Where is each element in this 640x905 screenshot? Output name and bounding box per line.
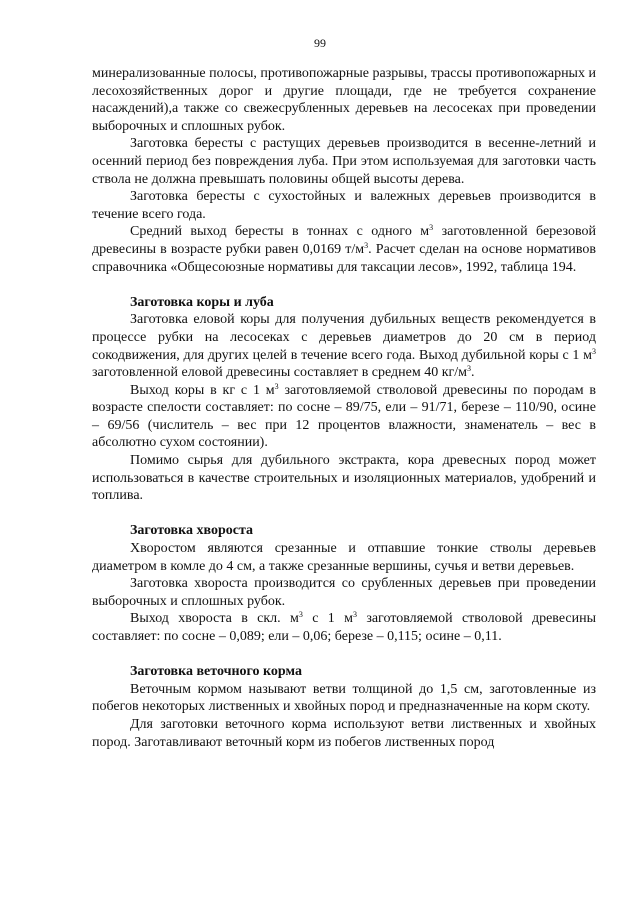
paragraph-text: . Расчет сделан на основе нормативов справочника «Общесоюзные нормативы для таксации лесов», 1992, таблица 194. (92, 241, 597, 275)
paragraph-text: Средний выход бересты в тоннах с одного м (130, 224, 430, 240)
paragraph-text: минерализованные полосы, противопожарные разрывы, трассы противопожарных и лесохозяйственных дорог и другие площади, где не требуется сохранение насаждений),а также со свежесрубленных деревьев на лесосеках при проведении выборочных и сплошных рубок. (92, 66, 596, 134)
paragraph-text: Выход коры в кг с 1 м (130, 382, 275, 398)
section-heading: Заготовка хвороста (130, 523, 253, 539)
paragraph (92, 188, 596, 223)
paragraph (92, 311, 596, 381)
paragraph-text: заготовленной еловой древесины составляет в среднем 40 кг/м (92, 365, 468, 381)
paragraph-text: Хворостом являются срезанные и отпавшие тонкие стволы деревьев диаметром в комле до 4 см, а также срезанные вершины, сучья и ветви деревьев. (92, 541, 596, 574)
paragraph-text: Веточным кормом называют ветви толщиной до 1,5 см, заготовленные из побегов некоторых лиственных и хвойных пород и предназначенные на корм скоту. (92, 681, 596, 715)
superscript: 3 (298, 610, 303, 620)
paragraph (92, 223, 596, 276)
paragraph-text: заготовленной березовой древесины в возрасте рубки равен 0,0169 т/м (92, 224, 597, 257)
paragraph (92, 681, 596, 716)
paragraph (92, 452, 596, 505)
paragraph (92, 135, 596, 188)
paragraph-text: . (471, 365, 475, 381)
page-number: 99 (314, 36, 326, 50)
paragraph (92, 716, 596, 751)
superscript: 3 (429, 223, 434, 233)
section-heading: Заготовка веточного корма (130, 664, 302, 680)
paragraph-text: Выход хвороста в скл. м (130, 611, 299, 627)
paragraph-text: Для заготовки веточного корма используют ветви лиственных и хвойных пород. Заготавливают веточный корм из побегов лиственных пород (92, 716, 596, 750)
superscript: 3 (352, 610, 357, 620)
paragraph-text: с 1 м (302, 611, 353, 627)
paragraph-text: Помимо сырья для дубильного экстракта, кора древесных пород может использоваться в качестве строительных и изоляционных материалов, удобрений и топлива. (92, 453, 596, 504)
paragraph (92, 65, 596, 135)
paragraph (92, 575, 596, 610)
superscript: 3 (364, 240, 369, 250)
section-heading: Заготовка коры и луба (130, 294, 274, 310)
paragraph-text: заготовляемой стволовой древесины по породам в возрасте спелости составляет: по сосне – 89/75, ели – 91/71, березе – 110/90, осине – 69/56 (числитель – вес при 12 процентов влажности, знаменатель – вес в абсолютно сухом состоянии). (92, 382, 596, 451)
paragraph (92, 382, 596, 452)
superscript: 3 (592, 346, 596, 356)
superscript: 3 (467, 364, 472, 374)
section-spacer (92, 646, 596, 664)
page-content (92, 65, 596, 751)
paragraph-text: Заготовка хвороста производится со срубленных деревьев при проведении выборочных и сплошных рубок. (92, 576, 596, 609)
paragraph-text: Заготовка бересты с растущих деревьев производится в весенне-летний и осенний период без повреждения луба. При этом используемая для заготовки часть ствола не должна превышать половины общей высоты дерева. (92, 136, 596, 187)
section-spacer (92, 276, 596, 294)
superscript: 3 (274, 381, 279, 391)
paragraph (92, 540, 596, 575)
paragraph (92, 610, 596, 645)
paragraph-text: Заготовка бересты с сухостойных и валежных деревьев производится в течение всего года. (92, 189, 596, 222)
section-spacer (92, 505, 596, 523)
paragraph-text: Заготовка еловой коры для получения дубильных веществ рекомендуется в процессе рубки на лесосеках с деревьев диаметров до 20 см в период сокодвижения, для других целей в течение всего года. Выход дубильной коры с 1 м (92, 312, 596, 363)
paragraph-text: заготовляемой стволовой древесины составляет: по сосне – 0,089; ели – 0,06; березе – 0,115; осине – 0,11. (92, 611, 596, 644)
